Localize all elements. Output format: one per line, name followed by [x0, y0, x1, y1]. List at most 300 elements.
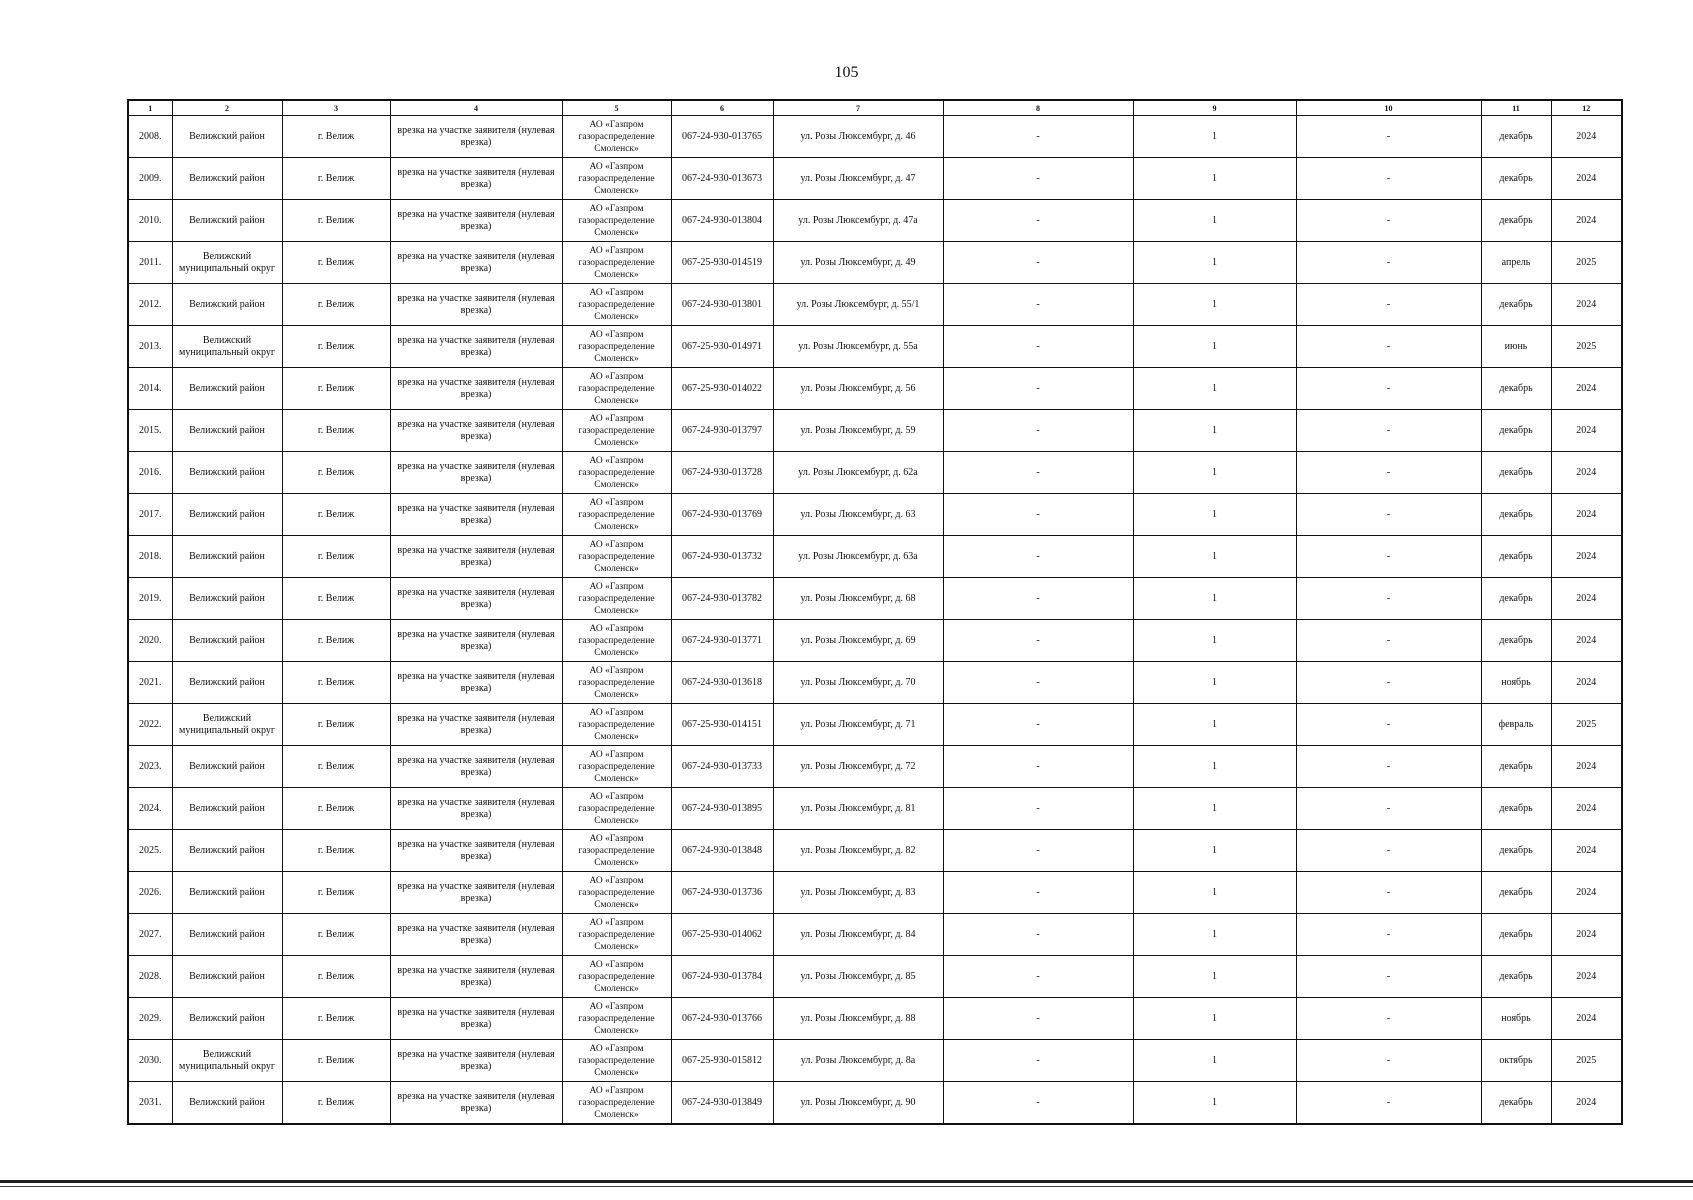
district-cell: Велижский район [172, 1082, 282, 1125]
table-row [128, 620, 1622, 662]
column-9-cell: 1 [1133, 368, 1296, 410]
column-8-cell: - [943, 830, 1133, 872]
column-header-12: 12 [1551, 100, 1622, 116]
column-9-cell: 1 [1133, 158, 1296, 200]
column-10-cell: - [1296, 830, 1481, 872]
year-cell: 2024 [1551, 410, 1622, 452]
address-cell: ул. Розы Люксембург, д. 46 [773, 116, 943, 158]
column-9-cell: 1 [1133, 914, 1296, 956]
work-type-cell: врезка на участке заявителя (нулевая врезка) [390, 788, 562, 830]
column-9-cell: 1 [1133, 452, 1296, 494]
table-row [128, 662, 1622, 704]
organization-cell: АО «Газпром газораспределение Смоленск» [562, 704, 671, 746]
city-cell: г. Велиж [282, 956, 390, 998]
application-code-cell: 067-24-930-013849 [671, 1082, 773, 1125]
city-cell: г. Велиж [282, 494, 390, 536]
row-number-cell: 2016. [128, 452, 172, 494]
work-type-cell: врезка на участке заявителя (нулевая врезка) [390, 158, 562, 200]
work-type-cell: врезка на участке заявителя (нулевая врезка) [390, 830, 562, 872]
column-9-cell: 1 [1133, 662, 1296, 704]
district-cell: Велижский район [172, 914, 282, 956]
row-number-cell: 2021. [128, 662, 172, 704]
column-8-cell: - [943, 494, 1133, 536]
column-9-cell: 1 [1133, 200, 1296, 242]
application-code-cell: 067-24-930-013733 [671, 746, 773, 788]
row-number-cell: 2031. [128, 1082, 172, 1125]
row-number-cell: 2025. [128, 830, 172, 872]
column-8-cell: - [943, 704, 1133, 746]
organization-cell: АО «Газпром газораспределение Смоленск» [562, 284, 671, 326]
year-cell: 2024 [1551, 494, 1622, 536]
address-cell: ул. Розы Люксембург, д. 55/1 [773, 284, 943, 326]
city-cell: г. Велиж [282, 788, 390, 830]
organization-cell: АО «Газпром газораспределение Смоленск» [562, 158, 671, 200]
year-cell: 2024 [1551, 578, 1622, 620]
district-cell: Велижский район [172, 284, 282, 326]
column-10-cell: - [1296, 872, 1481, 914]
table-row [128, 746, 1622, 788]
work-type-cell: врезка на участке заявителя (нулевая врезка) [390, 914, 562, 956]
address-cell: ул. Розы Люксембург, д. 71 [773, 704, 943, 746]
city-cell: г. Велиж [282, 116, 390, 158]
work-type-cell: врезка на участке заявителя (нулевая врезка) [390, 410, 562, 452]
table-row [128, 1082, 1622, 1125]
work-type-cell: врезка на участке заявителя (нулевая врезка) [390, 872, 562, 914]
work-type-cell: врезка на участке заявителя (нулевая врезка) [390, 242, 562, 284]
column-10-cell: - [1296, 788, 1481, 830]
column-9-cell: 1 [1133, 410, 1296, 452]
organization-cell: АО «Газпром газораспределение Смоленск» [562, 998, 671, 1040]
address-cell: ул. Розы Люксембург, д. 68 [773, 578, 943, 620]
column-8-cell: - [943, 116, 1133, 158]
year-cell: 2024 [1551, 620, 1622, 662]
address-cell: ул. Розы Люксембург, д. 55а [773, 326, 943, 368]
row-number-cell: 2017. [128, 494, 172, 536]
column-9-cell: 1 [1133, 1082, 1296, 1125]
month-cell: октябрь [1481, 1040, 1551, 1082]
city-cell: г. Велиж [282, 746, 390, 788]
column-header-8: 8 [943, 100, 1133, 116]
gas-connection-table [127, 99, 1623, 1125]
table-row [128, 452, 1622, 494]
page-number: 105 [834, 64, 859, 81]
column-header-3: 3 [282, 100, 390, 116]
document-table-container [127, 99, 1621, 1125]
application-code-cell: 067-24-930-013766 [671, 998, 773, 1040]
column-9-cell: 1 [1133, 956, 1296, 998]
column-8-cell: - [943, 788, 1133, 830]
work-type-cell: врезка на участке заявителя (нулевая врезка) [390, 746, 562, 788]
application-code-cell: 067-25-930-014062 [671, 914, 773, 956]
month-cell: декабрь [1481, 956, 1551, 998]
year-cell: 2025 [1551, 326, 1622, 368]
column-10-cell: - [1296, 452, 1481, 494]
organization-cell: АО «Газпром газораспределение Смоленск» [562, 536, 671, 578]
address-cell: ул. Розы Люксембург, д. 56 [773, 368, 943, 410]
column-9-cell: 1 [1133, 116, 1296, 158]
month-cell: декабрь [1481, 872, 1551, 914]
row-number-cell: 2028. [128, 956, 172, 998]
month-cell: декабрь [1481, 410, 1551, 452]
organization-cell: АО «Газпром газораспределение Смоленск» [562, 746, 671, 788]
application-code-cell: 067-24-930-013782 [671, 578, 773, 620]
row-number-cell: 2012. [128, 284, 172, 326]
application-code-cell: 067-24-930-013673 [671, 158, 773, 200]
city-cell: г. Велиж [282, 242, 390, 284]
application-code-cell: 067-25-930-014022 [671, 368, 773, 410]
application-code-cell: 067-24-930-013618 [671, 662, 773, 704]
address-cell: ул. Розы Люксембург, д. 88 [773, 998, 943, 1040]
application-code-cell: 067-24-930-013848 [671, 830, 773, 872]
address-cell: ул. Розы Люксембург, д. 47а [773, 200, 943, 242]
column-10-cell: - [1296, 746, 1481, 788]
column-8-cell: - [943, 200, 1133, 242]
district-cell: Велижский район [172, 830, 282, 872]
address-cell: ул. Розы Люксембург, д. 62а [773, 452, 943, 494]
column-10-cell: - [1296, 284, 1481, 326]
month-cell: декабрь [1481, 494, 1551, 536]
column-8-cell: - [943, 368, 1133, 410]
address-cell: ул. Розы Люксембург, д. 63а [773, 536, 943, 578]
month-cell: ноябрь [1481, 998, 1551, 1040]
column-8-cell: - [943, 284, 1133, 326]
month-cell: апрель [1481, 242, 1551, 284]
month-cell: декабрь [1481, 200, 1551, 242]
table-row [128, 410, 1622, 452]
city-cell: г. Велиж [282, 1082, 390, 1125]
column-9-cell: 1 [1133, 326, 1296, 368]
table-row [128, 788, 1622, 830]
column-9-cell: 1 [1133, 620, 1296, 662]
work-type-cell: врезка на участке заявителя (нулевая врезка) [390, 998, 562, 1040]
column-header-1: 1 [128, 100, 172, 116]
work-type-cell: врезка на участке заявителя (нулевая врезка) [390, 116, 562, 158]
application-code-cell: 067-24-930-013765 [671, 116, 773, 158]
district-cell: Велижский муниципальный округ [172, 242, 282, 284]
row-number-cell: 2015. [128, 410, 172, 452]
table-header [128, 100, 1622, 116]
table-row [128, 872, 1622, 914]
application-code-cell: 067-24-930-013732 [671, 536, 773, 578]
row-number-cell: 2023. [128, 746, 172, 788]
work-type-cell: врезка на участке заявителя (нулевая врезка) [390, 1082, 562, 1125]
table-row [128, 830, 1622, 872]
column-10-cell: - [1296, 704, 1481, 746]
column-8-cell: - [943, 1040, 1133, 1082]
column-header-9: 9 [1133, 100, 1296, 116]
column-8-cell: - [943, 242, 1133, 284]
year-cell: 2024 [1551, 746, 1622, 788]
address-cell: ул. Розы Люксембург, д. 69 [773, 620, 943, 662]
application-code-cell: 067-25-930-014519 [671, 242, 773, 284]
year-cell: 2024 [1551, 872, 1622, 914]
column-9-cell: 1 [1133, 788, 1296, 830]
column-8-cell: - [943, 872, 1133, 914]
month-cell: декабрь [1481, 746, 1551, 788]
city-cell: г. Велиж [282, 872, 390, 914]
row-number-cell: 2010. [128, 200, 172, 242]
column-9-cell: 1 [1133, 830, 1296, 872]
column-10-cell: - [1296, 1082, 1481, 1125]
organization-cell: АО «Газпром газораспределение Смоленск» [562, 242, 671, 284]
year-cell: 2024 [1551, 914, 1622, 956]
column-8-cell: - [943, 662, 1133, 704]
table-row [128, 1040, 1622, 1082]
table-row [128, 326, 1622, 368]
column-9-cell: 1 [1133, 1040, 1296, 1082]
month-cell: декабрь [1481, 284, 1551, 326]
year-cell: 2024 [1551, 1082, 1622, 1125]
address-cell: ул. Розы Люксембург, д. 63 [773, 494, 943, 536]
column-9-cell: 1 [1133, 494, 1296, 536]
city-cell: г. Велиж [282, 368, 390, 410]
district-cell: Велижский район [172, 368, 282, 410]
column-10-cell: - [1296, 578, 1481, 620]
application-code-cell: 067-24-930-013736 [671, 872, 773, 914]
city-cell: г. Велиж [282, 410, 390, 452]
column-10-cell: - [1296, 998, 1481, 1040]
column-header-11: 11 [1481, 100, 1551, 116]
month-cell: декабрь [1481, 158, 1551, 200]
column-10-cell: - [1296, 620, 1481, 662]
city-cell: г. Велиж [282, 704, 390, 746]
city-cell: г. Велиж [282, 998, 390, 1040]
table-row [128, 704, 1622, 746]
district-cell: Велижский район [172, 788, 282, 830]
organization-cell: АО «Газпром газораспределение Смоленск» [562, 494, 671, 536]
column-9-cell: 1 [1133, 284, 1296, 326]
district-cell: Велижский муниципальный округ [172, 704, 282, 746]
application-code-cell: 067-25-930-014151 [671, 704, 773, 746]
year-cell: 2024 [1551, 284, 1622, 326]
table-body [128, 116, 1622, 1125]
month-cell: декабрь [1481, 1082, 1551, 1125]
city-cell: г. Велиж [282, 158, 390, 200]
address-cell: ул. Розы Люксембург, д. 8а [773, 1040, 943, 1082]
row-number-cell: 2014. [128, 368, 172, 410]
month-cell: декабрь [1481, 914, 1551, 956]
column-8-cell: - [943, 326, 1133, 368]
organization-cell: АО «Газпром газораспределение Смоленск» [562, 830, 671, 872]
year-cell: 2025 [1551, 1040, 1622, 1082]
month-cell: декабрь [1481, 830, 1551, 872]
month-cell: декабрь [1481, 116, 1551, 158]
column-8-cell: - [943, 620, 1133, 662]
city-cell: г. Велиж [282, 536, 390, 578]
year-cell: 2024 [1551, 368, 1622, 410]
work-type-cell: врезка на участке заявителя (нулевая врезка) [390, 452, 562, 494]
table-row [128, 242, 1622, 284]
month-cell: декабрь [1481, 536, 1551, 578]
work-type-cell: врезка на участке заявителя (нулевая врезка) [390, 536, 562, 578]
year-cell: 2024 [1551, 536, 1622, 578]
column-header-10: 10 [1296, 100, 1481, 116]
organization-cell: АО «Газпром газораспределение Смоленск» [562, 326, 671, 368]
city-cell: г. Велиж [282, 578, 390, 620]
column-10-cell: - [1296, 116, 1481, 158]
year-cell: 2024 [1551, 956, 1622, 998]
city-cell: г. Велиж [282, 326, 390, 368]
month-cell: декабрь [1481, 578, 1551, 620]
address-cell: ул. Розы Люксембург, д. 82 [773, 830, 943, 872]
city-cell: г. Велиж [282, 452, 390, 494]
year-cell: 2024 [1551, 830, 1622, 872]
column-header-2: 2 [172, 100, 282, 116]
year-cell: 2024 [1551, 662, 1622, 704]
district-cell: Велижский район [172, 116, 282, 158]
organization-cell: АО «Газпром газораспределение Смоленск» [562, 914, 671, 956]
address-cell: ул. Розы Люксембург, д. 85 [773, 956, 943, 998]
column-header-4: 4 [390, 100, 562, 116]
district-cell: Велижский район [172, 620, 282, 662]
district-cell: Велижский район [172, 872, 282, 914]
year-cell: 2024 [1551, 158, 1622, 200]
month-cell: декабрь [1481, 788, 1551, 830]
year-cell: 2024 [1551, 788, 1622, 830]
month-cell: февраль [1481, 704, 1551, 746]
district-cell: Велижский район [172, 998, 282, 1040]
year-cell: 2024 [1551, 998, 1622, 1040]
work-type-cell: врезка на участке заявителя (нулевая врезка) [390, 704, 562, 746]
address-cell: ул. Розы Люксембург, д. 59 [773, 410, 943, 452]
column-10-cell: - [1296, 200, 1481, 242]
work-type-cell: врезка на участке заявителя (нулевая врезка) [390, 662, 562, 704]
district-cell: Велижский район [172, 452, 282, 494]
district-cell: Велижский район [172, 536, 282, 578]
row-number-cell: 2030. [128, 1040, 172, 1082]
year-cell: 2024 [1551, 116, 1622, 158]
district-cell: Велижский район [172, 956, 282, 998]
column-10-cell: - [1296, 368, 1481, 410]
work-type-cell: врезка на участке заявителя (нулевая врезка) [390, 368, 562, 410]
district-cell: Велижский район [172, 662, 282, 704]
district-cell: Велижский район [172, 578, 282, 620]
application-code-cell: 067-24-930-013797 [671, 410, 773, 452]
organization-cell: АО «Газпром газораспределение Смоленск» [562, 662, 671, 704]
district-cell: Велижский район [172, 494, 282, 536]
organization-cell: АО «Газпром газораспределение Смоленск» [562, 872, 671, 914]
application-code-cell: 067-25-930-014971 [671, 326, 773, 368]
district-cell: Велижский муниципальный округ [172, 326, 282, 368]
work-type-cell: врезка на участке заявителя (нулевая врезка) [390, 200, 562, 242]
column-10-cell: - [1296, 410, 1481, 452]
work-type-cell: врезка на участке заявителя (нулевая врезка) [390, 620, 562, 662]
work-type-cell: врезка на участке заявителя (нулевая врезка) [390, 956, 562, 998]
row-number-cell: 2019. [128, 578, 172, 620]
column-9-cell: 1 [1133, 536, 1296, 578]
table-row [128, 368, 1622, 410]
table-row [128, 578, 1622, 620]
table-row [128, 284, 1622, 326]
table-row [128, 998, 1622, 1040]
year-cell: 2025 [1551, 242, 1622, 284]
work-type-cell: врезка на участке заявителя (нулевая врезка) [390, 326, 562, 368]
column-9-cell: 1 [1133, 872, 1296, 914]
application-code-cell: 067-24-930-013804 [671, 200, 773, 242]
column-10-cell: - [1296, 494, 1481, 536]
work-type-cell: врезка на участке заявителя (нулевая врезка) [390, 1040, 562, 1082]
address-cell: ул. Розы Люксембург, д. 84 [773, 914, 943, 956]
application-code-cell: 067-24-930-013895 [671, 788, 773, 830]
bottom-rule [0, 1180, 1693, 1183]
city-cell: г. Велиж [282, 620, 390, 662]
row-number-cell: 2027. [128, 914, 172, 956]
column-8-cell: - [943, 914, 1133, 956]
column-9-cell: 1 [1133, 998, 1296, 1040]
row-number-cell: 2011. [128, 242, 172, 284]
column-10-cell: - [1296, 326, 1481, 368]
row-number-cell: 2029. [128, 998, 172, 1040]
city-cell: г. Велиж [282, 284, 390, 326]
row-number-cell: 2013. [128, 326, 172, 368]
year-cell: 2024 [1551, 452, 1622, 494]
column-10-cell: - [1296, 662, 1481, 704]
organization-cell: АО «Газпром газораспределение Смоленск» [562, 956, 671, 998]
address-cell: ул. Розы Люксембург, д. 90 [773, 1082, 943, 1125]
address-cell: ул. Розы Люксембург, д. 70 [773, 662, 943, 704]
district-cell: Велижский муниципальный округ [172, 1040, 282, 1082]
district-cell: Велижский район [172, 200, 282, 242]
row-number-cell: 2026. [128, 872, 172, 914]
column-header-6: 6 [671, 100, 773, 116]
address-cell: ул. Розы Люксембург, д. 72 [773, 746, 943, 788]
organization-cell: АО «Газпром газораспределение Смоленск» [562, 116, 671, 158]
column-8-cell: - [943, 158, 1133, 200]
table-row [128, 200, 1622, 242]
column-10-cell: - [1296, 158, 1481, 200]
application-code-cell: 067-24-930-013771 [671, 620, 773, 662]
application-code-cell: 067-24-930-013728 [671, 452, 773, 494]
address-cell: ул. Розы Люксембург, д. 81 [773, 788, 943, 830]
header-row [128, 100, 1622, 116]
column-8-cell: - [943, 536, 1133, 578]
column-9-cell: 1 [1133, 578, 1296, 620]
district-cell: Велижский район [172, 410, 282, 452]
column-header-5: 5 [562, 100, 671, 116]
application-code-cell: 067-24-930-013784 [671, 956, 773, 998]
column-8-cell: - [943, 1082, 1133, 1125]
organization-cell: АО «Газпром газораспределение Смоленск» [562, 620, 671, 662]
column-8-cell: - [943, 578, 1133, 620]
month-cell: июнь [1481, 326, 1551, 368]
address-cell: ул. Розы Люксембург, д. 83 [773, 872, 943, 914]
column-8-cell: - [943, 410, 1133, 452]
city-cell: г. Велиж [282, 830, 390, 872]
row-number-cell: 2009. [128, 158, 172, 200]
column-9-cell: 1 [1133, 746, 1296, 788]
row-number-cell: 2018. [128, 536, 172, 578]
organization-cell: АО «Газпром газораспределение Смоленск» [562, 200, 671, 242]
district-cell: Велижский район [172, 746, 282, 788]
month-cell: декабрь [1481, 368, 1551, 410]
district-cell: Велижский район [172, 158, 282, 200]
organization-cell: АО «Газпром газораспределение Смоленск» [562, 410, 671, 452]
table-row [128, 494, 1622, 536]
row-number-cell: 2020. [128, 620, 172, 662]
city-cell: г. Велиж [282, 1040, 390, 1082]
organization-cell: АО «Газпром газораспределение Смоленск» [562, 578, 671, 620]
column-8-cell: - [943, 956, 1133, 998]
table-row [128, 158, 1622, 200]
application-code-cell: 067-25-930-015812 [671, 1040, 773, 1082]
city-cell: г. Велиж [282, 662, 390, 704]
table-row [128, 914, 1622, 956]
address-cell: ул. Розы Люксембург, д. 47 [773, 158, 943, 200]
table-row [128, 536, 1622, 578]
column-9-cell: 1 [1133, 242, 1296, 284]
year-cell: 2025 [1551, 704, 1622, 746]
column-header-7: 7 [773, 100, 943, 116]
